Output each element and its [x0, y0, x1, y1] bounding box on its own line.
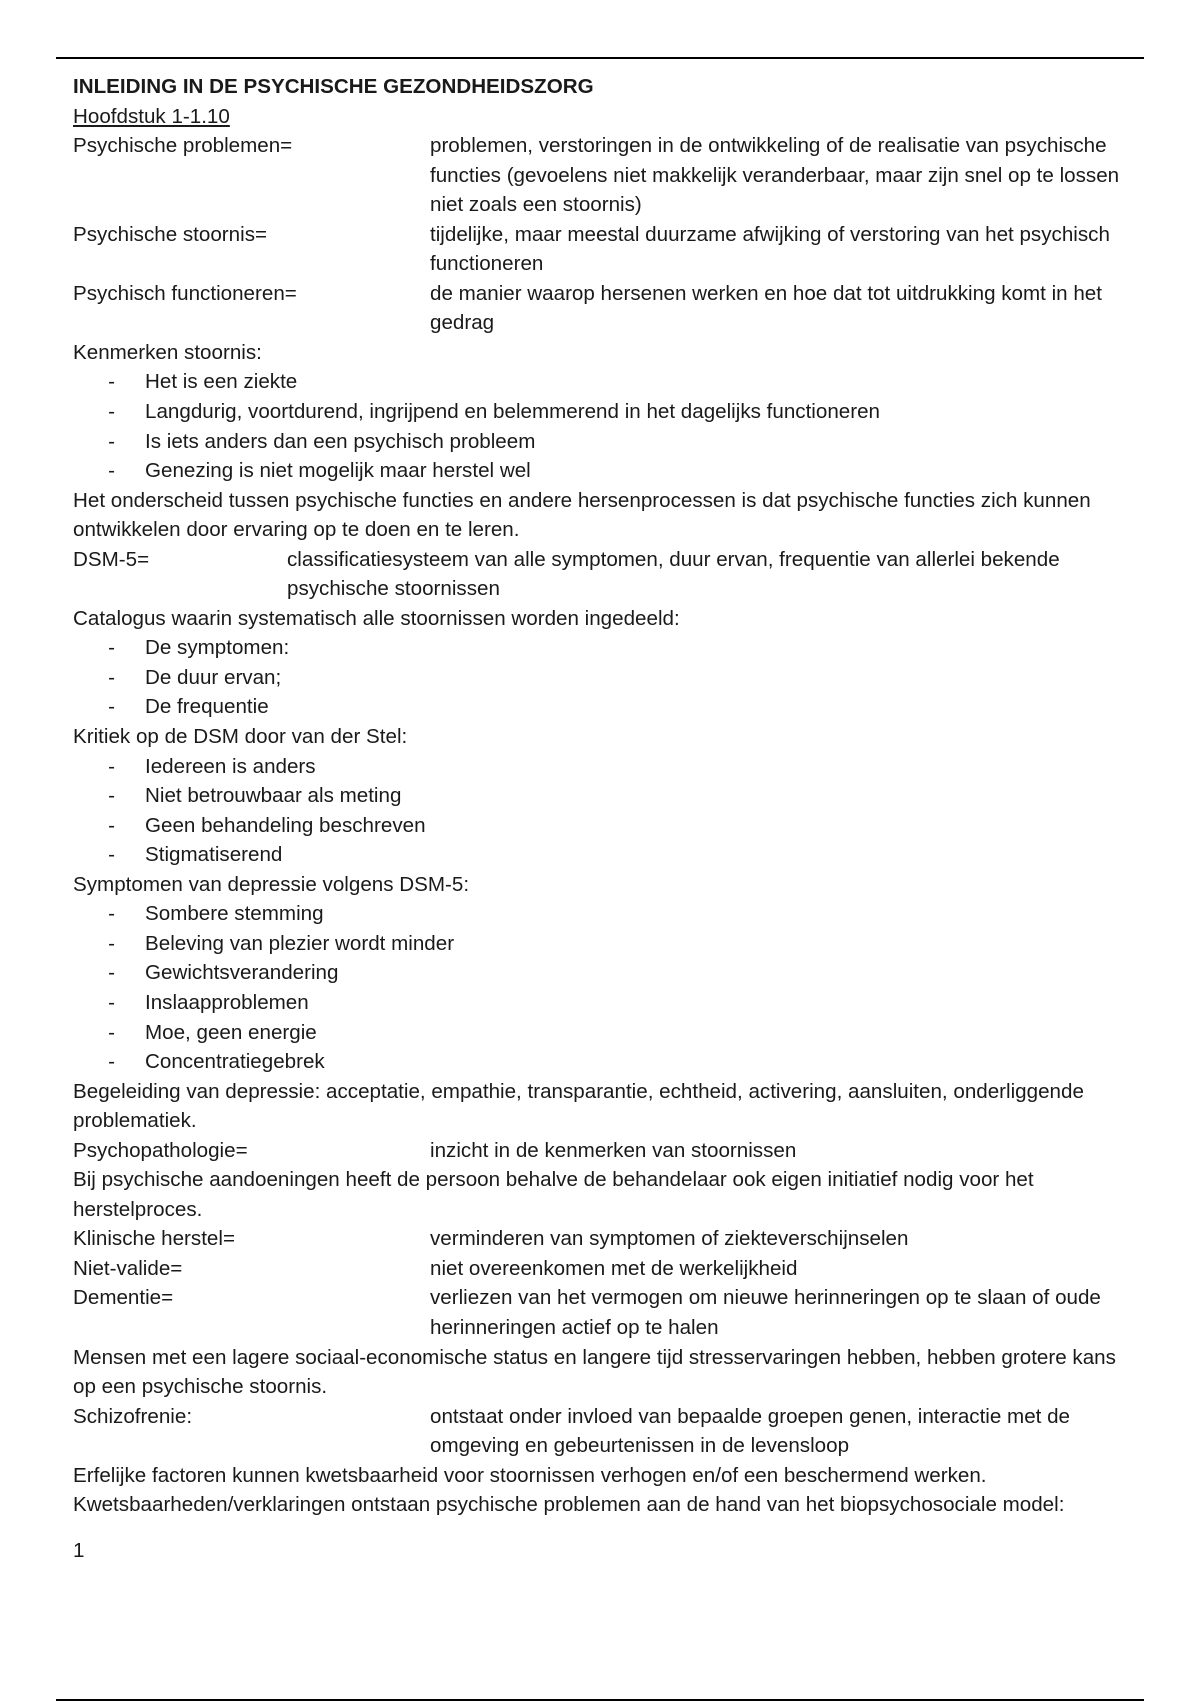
paragraph-aandoeningen: Bij psychische aandoeningen heeft de persoon behalve de behandelaar ook eigen initiatief nodig voor het herstelproces. [73, 1168, 1034, 1221]
page-number: 1 [73, 1538, 85, 1562]
list-item: - De duur ervan; [73, 663, 1133, 693]
list-item: - Moe, geen energie [73, 1018, 1133, 1048]
list-item-text: Genezing is niet mogelijk maar herstel wel [145, 459, 531, 483]
list-item-text: Het is een ziekte [145, 370, 298, 394]
list-item-text: De duur ervan; [145, 665, 282, 689]
list-item: - De symptomen: [73, 633, 1133, 663]
definition-description: verliezen van het vermogen om nieuwe herinneringen op te slaan of oude herinneringen actief op te halen [430, 1286, 1101, 1339]
symptomen-list [73, 899, 1133, 1076]
definition-psychopathologie [73, 1136, 1133, 1166]
paragraph-onderscheid: Het onderscheid tussen psychische functies en andere hersenprocessen is dat psychische functies zich kunnen ontwikkelen door ervaring op te doen en te leren. [73, 488, 1091, 542]
list-item: - Niet betrouwbaar als meting [73, 781, 1133, 811]
paragraph-kwetsbaarheden: Kwetsbaarheden/verklaringen ontstaan psychische problemen aan de hand van het biopsychosociale model: [73, 1493, 1065, 1517]
paragraph-begeleiding: Begeleiding van depressie: acceptatie, empathie, transparantie, echtheid, activering, aansluiten, onderliggende problematiek. [73, 1079, 1084, 1133]
catalogus-heading: Catalogus waarin systematisch alle stoornissen worden ingedeeld: [73, 606, 680, 630]
definition-term: DSM-5= [73, 547, 150, 571]
list-item-text: Inslaapproblemen [145, 990, 309, 1014]
document-page [73, 72, 1133, 1565]
definition-description: verminderen van symptomen of ziekteverschijnselen [430, 1227, 909, 1251]
list-item-text: Is iets anders dan een psychisch probleem [145, 429, 536, 453]
definition-psychisch-functioneren [73, 279, 1133, 338]
list-item: - Langdurig, voortdurend, ingrijpend en belemmerend in het dagelijks functioneren [73, 397, 1133, 427]
definition-term: Psychische problemen= [73, 134, 293, 158]
definition-dsm-5 [73, 545, 1133, 604]
definition-dementie [73, 1283, 1133, 1342]
list-item: - Concentratiegebrek [73, 1047, 1133, 1077]
kritiek-heading: Kritiek op de DSM door van der Stel: [73, 725, 408, 749]
list-item: - Iedereen is anders [73, 752, 1133, 782]
definition-description: problemen, verstoringen in de ontwikkeling of de realisatie van psychische functies (gevoelens niet makkelijk veranderbaar, maar zijn snel op te lossen niet zoals een stoornis) [430, 134, 1120, 217]
list-item: - Gewichtsverandering [73, 958, 1133, 988]
definition-term: Psychisch functioneren= [73, 281, 297, 305]
definition-psychische-stoornis [73, 220, 1133, 279]
definition-psychische-problemen [73, 131, 1133, 220]
list-item: - Genezing is niet mogelijk maar herstel wel [73, 456, 1133, 486]
list-item-text: De frequentie [145, 695, 269, 719]
kenmerken-list [73, 367, 1133, 485]
kritiek-list [73, 752, 1133, 870]
definition-term: Psychopathologie= [73, 1138, 248, 1162]
list-item: - Beleving van plezier wordt minder [73, 929, 1133, 959]
definition-schizofrenie [73, 1402, 1133, 1461]
list-item-text: Beleving van plezier wordt minder [145, 931, 455, 955]
list-item-text: Concentratiegebrek [145, 1050, 325, 1074]
list-item: - Geen behandeling beschreven [73, 811, 1133, 841]
list-item-text: Langdurig, voortdurend, ingrijpend en belemmerend in het dagelijks functioneren [145, 400, 880, 424]
list-item-text: Stigmatiserend [145, 843, 283, 867]
definition-term: Dementie= [73, 1286, 174, 1310]
paragraph-erfelijk: Erfelijke factoren kunnen kwetsbaarheid voor stoornissen verhogen en/of een beschermend werken. [73, 1463, 987, 1487]
symptomen-heading: Symptomen van depressie volgens DSM-5: [73, 872, 470, 896]
definition-description: inzicht in de kenmerken van stoornissen [430, 1138, 797, 1162]
paragraph-ses: Mensen met een lagere sociaal-economische status en langere tijd stresservaringen hebben, hebben grotere kans op een psychische stoornis. [73, 1345, 1116, 1399]
top-rule [56, 57, 1144, 59]
definition-description: tijdelijke, maar meestal duurzame afwijking of verstoring van het psychisch functioneren [430, 222, 1110, 276]
definition-description: classificatiesysteem van alle symptomen, duur ervan, frequentie van allerlei bekende psychische stoornissen [287, 547, 1060, 601]
list-item-text: Geen behandeling beschreven [145, 813, 426, 837]
document-title: INLEIDING IN DE PSYCHISCHE GEZONDHEIDSZORG [73, 75, 594, 98]
definition-term: Psychische stoornis= [73, 222, 268, 246]
list-item-text: Niet betrouwbaar als meting [145, 784, 402, 808]
list-item-text: Sombere stemming [145, 902, 324, 926]
list-item-text: Iedereen is anders [145, 754, 316, 778]
definition-description: niet overeenkomen met de werkelijkheid [430, 1256, 798, 1280]
definition-niet-valide [73, 1254, 1133, 1284]
definition-term: Schizofrenie: [73, 1404, 193, 1428]
kenmerken-heading: Kenmerken stoornis: [73, 340, 262, 364]
definition-term: Niet-valide= [73, 1256, 183, 1280]
list-item-text: Moe, geen energie [145, 1020, 317, 1044]
list-item: - Inslaapproblemen [73, 988, 1133, 1018]
list-item: - Is iets anders dan een psychisch probleem [73, 427, 1133, 457]
catalogus-list [73, 633, 1133, 722]
definition-klinische-herstel [73, 1224, 1133, 1254]
chapter-heading: Hoofdstuk 1-1.10 [73, 104, 230, 128]
list-item: - Stigmatiserend [73, 840, 1133, 870]
definition-term: Klinische herstel= [73, 1227, 235, 1251]
list-item: - Het is een ziekte [73, 367, 1133, 397]
list-item-text: Gewichtsverandering [145, 961, 339, 985]
list-item-text: De symptomen: [145, 636, 290, 660]
list-item: - Sombere stemming [73, 899, 1133, 929]
definition-description: ontstaat onder invloed van bepaalde groepen genen, interactie met de omgeving en gebeurtenissen in de levensloop [430, 1404, 1071, 1458]
definition-description: de manier waarop hersenen werken en hoe dat tot uitdrukking komt in het gedrag [430, 281, 1102, 335]
list-item: - De frequentie [73, 692, 1133, 722]
